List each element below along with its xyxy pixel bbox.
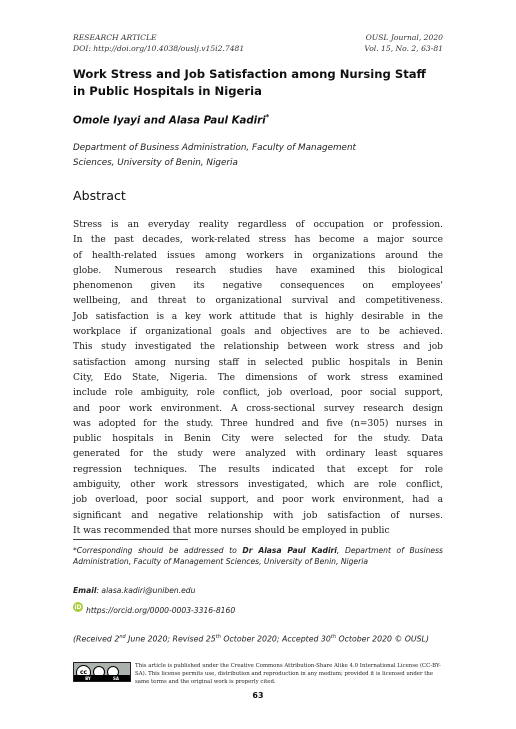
paper-title bbox=[73, 66, 453, 100]
history-text: October 2020; Accepted 30 bbox=[220, 634, 331, 644]
cc-logo-icon: cc bbox=[76, 665, 91, 680]
abstract-line: public hospitals in Benin City were selected for the study. Data bbox=[73, 434, 443, 445]
abstract-line: significant and negative relationship with job satisfaction of nurses. bbox=[73, 510, 443, 521]
cc-badge-strip bbox=[74, 675, 130, 681]
ordinal-suffix: th bbox=[215, 634, 221, 640]
abstract-line: ambiguity, other work stressors investigated, which are role conflict, bbox=[73, 480, 443, 491]
journal-volume: Vol. 15, No. 2, 63-81 bbox=[364, 44, 443, 53]
article-type: RESEARCH ARTICLE bbox=[73, 33, 157, 42]
cc-license-badge[interactable] bbox=[73, 662, 131, 682]
abstract-line: In the past decades, work-related stress has become a major source bbox=[73, 235, 443, 246]
author-names: Omole Iyayi and Alasa Paul Kadiri bbox=[73, 115, 266, 127]
abstract-line: It was recommended that more nurses should be employed in public bbox=[73, 525, 390, 536]
affiliation bbox=[73, 141, 403, 171]
abstract-line: of health-related issues among workers in organizations around the bbox=[73, 250, 443, 261]
abstract-line: City, Edo State, Nigeria. The dimensions of work stress examined bbox=[73, 372, 443, 383]
affiliation-line-1: Department of Business Administration, Faculty of Management bbox=[73, 143, 356, 153]
journal-name: OUSL Journal, 2020 bbox=[365, 33, 443, 42]
abstract-line: This study investigated the relationship between work stress and job bbox=[73, 342, 443, 353]
affiliation-line-2: Sciences, University of Benin, Nigeria bbox=[73, 158, 238, 168]
orcid-line bbox=[73, 605, 235, 615]
footnote-affiliation: , Department of Business Administration, Faculty of Management Sciences, University of Benin, Nigeria bbox=[73, 546, 443, 567]
page-number: 63 bbox=[252, 691, 264, 700]
email-address[interactable]: : alasa.kadiri@uniben.edu bbox=[96, 586, 196, 595]
history-text: October 2020 © OUSL) bbox=[336, 634, 429, 644]
abstract-line: regression techniques. The results indicated that except for role bbox=[73, 464, 443, 475]
ordinal-suffix: th bbox=[330, 634, 336, 640]
abstract-line: include role ambiguity, role conflict, job overload, poor social support, bbox=[73, 388, 443, 399]
title-line-2: in Public Hospitals in Nigeria bbox=[73, 84, 262, 98]
sa-label: SA bbox=[112, 675, 119, 681]
running-header-right bbox=[364, 32, 443, 54]
history-text: (Received 2 bbox=[73, 634, 120, 644]
article-history bbox=[73, 632, 443, 645]
doi-link[interactable]: DOI: http://doi.org/10.4038/ouslj.v15i2.7481 bbox=[73, 44, 245, 53]
abstract-line: and poor work environment. A cross-sectional survey research design bbox=[73, 403, 443, 414]
abstract-line: Job satisfaction is a key work attitude that is highly desirable in the bbox=[73, 311, 443, 322]
abstract-line: globe. Numerous research studies have examined this biological bbox=[73, 265, 443, 276]
ordinal-suffix: nd bbox=[119, 634, 126, 640]
by-label: BY bbox=[85, 675, 91, 681]
abstract-line: wellbeing, and threat to organizational survival and competitiveness. bbox=[73, 296, 443, 307]
orcid-icon[interactable]: iD bbox=[74, 603, 82, 611]
title-line-1: Work Stress and Job Satisfaction among Nursing Staff bbox=[73, 67, 426, 81]
abstract-line: phenomenon given its negative consequences on employees' bbox=[73, 281, 443, 292]
corresponding-footnote bbox=[73, 545, 443, 567]
email-line bbox=[73, 586, 195, 595]
running-header-left bbox=[73, 32, 244, 54]
corresponding-author-name: Dr Alasa Paul Kadiri bbox=[242, 546, 337, 555]
abstract-line: was adopted for the study. Three hundred and five (n=305) nurses in bbox=[73, 418, 443, 429]
email-label: Email bbox=[73, 586, 97, 595]
license-notice: This article is published under the Creative Commons Attribution-Share Alike 4.0 International License (CC-BY-SA). This license permits use, distribution and reproduction in any medium; provided it is licensed under the same terms and the original work is properly cited. bbox=[135, 663, 441, 685]
author-list bbox=[73, 113, 269, 126]
abstract-line: generated for the study were analyzed with ordinary least squares bbox=[73, 449, 443, 460]
abstract-line: Stress is an everyday reality regardless of occupation or profession. bbox=[73, 220, 443, 230]
footnote-divider bbox=[73, 539, 188, 540]
abstract-line: satisfaction among nursing staff in selected public hospitals in Benin bbox=[73, 357, 443, 368]
abstract-body bbox=[73, 218, 443, 539]
footnote-prefix: *Corresponding should be addressed to bbox=[73, 546, 243, 555]
history-text: June 2020; Revised 25 bbox=[125, 634, 216, 644]
corresponding-mark: * bbox=[265, 113, 270, 121]
abstract-line: workplace if organizational goals and objectives are to be achieved. bbox=[73, 327, 443, 338]
abstract-heading: Abstract bbox=[73, 188, 126, 203]
orcid-link[interactable]: https://orcid.org/0000-0003-3316-8160 bbox=[86, 605, 236, 615]
abstract-line: job overload, poor social support, and poor work environment, had a bbox=[73, 495, 443, 506]
